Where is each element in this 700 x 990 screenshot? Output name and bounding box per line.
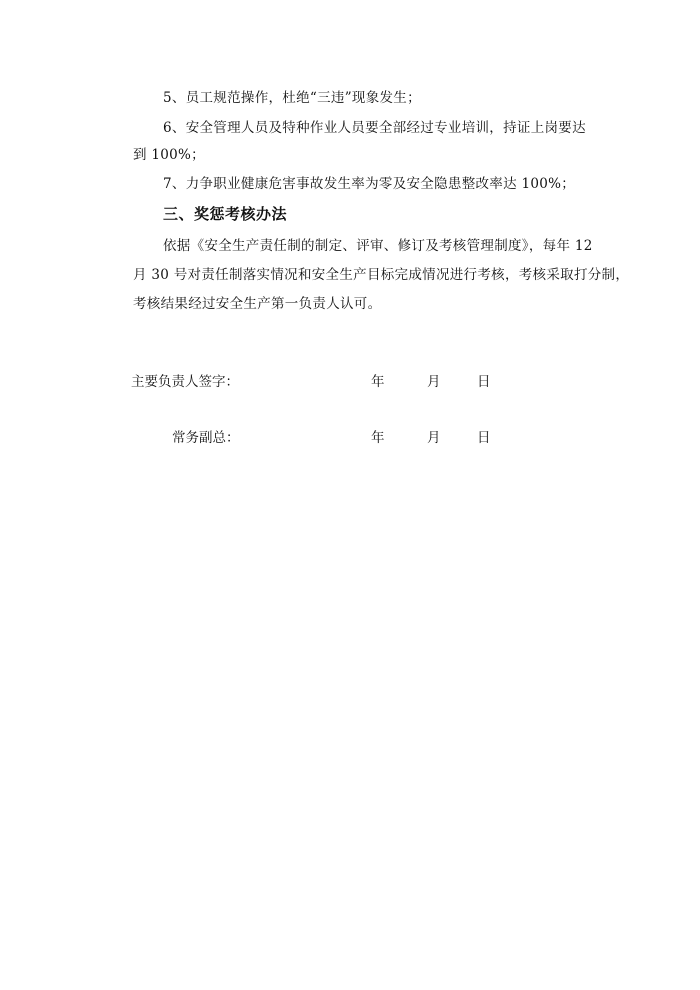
main-responsible-label: 主要负责人签字： [131, 374, 239, 390]
section-3-heading: 三、奖惩考核办法 [163, 205, 288, 223]
section-3-line-3: 考核结果经过安全生产第一负责人认可。 [133, 296, 382, 312]
item-7: 7、力争职业健康危害事故发生率为零及安全隐患整改率达 100%； [163, 176, 576, 192]
year-label: 年 [371, 374, 385, 390]
day-label: 日 [477, 430, 491, 446]
section-3-line-2: 月 30 号对责任制落实情况和安全生产目标完成情况进行考核，考核采取打分制， [133, 267, 630, 283]
year-label: 年 [371, 430, 385, 446]
deputy-label: 常务副总： [172, 430, 240, 446]
month-label: 月 [427, 430, 441, 446]
item-6-line-1: 6、安全管理人员及特种作业人员要全部经过专业培训，持证上岗要达 [163, 120, 586, 136]
section-3-line-1: 依据《安全生产责任制的制定、评审、修订及考核管理制度》，每年 12 [163, 238, 593, 254]
month-label: 月 [427, 374, 441, 390]
item-6-line-2: 到 100%； [133, 147, 205, 163]
item-5: 5、员工规范操作，杜绝“三违”现象发生； [163, 90, 421, 106]
day-label: 日 [477, 374, 491, 390]
